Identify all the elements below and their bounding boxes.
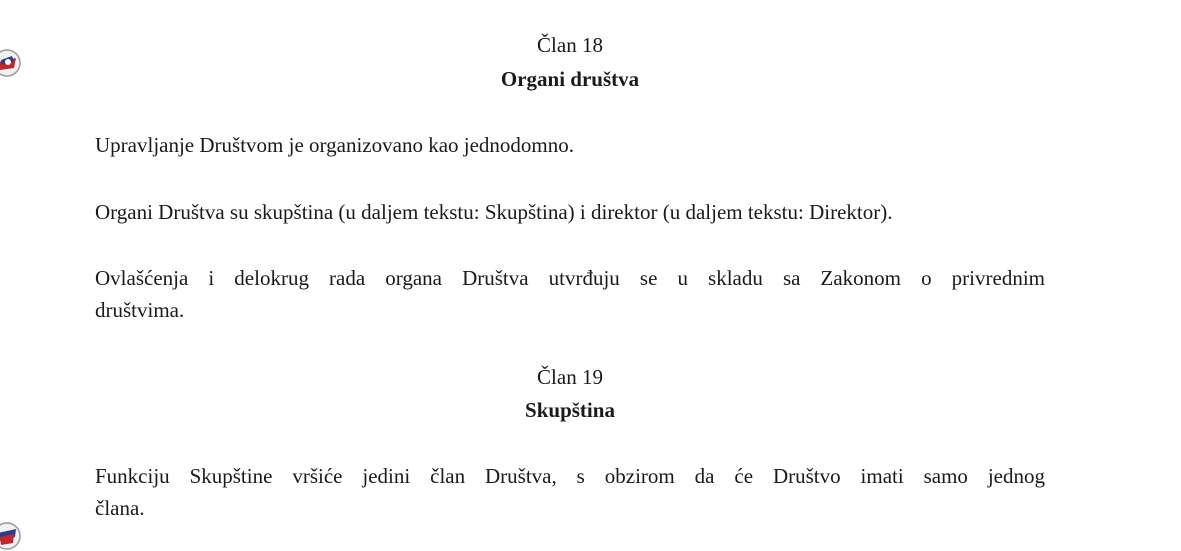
- article-19-paragraph-1-line-2: člana.: [95, 496, 145, 520]
- article-19-paragraph-1-line-1: Funkciju Skupštine vršiće jedini član Društva, s obzirom da će Društvo imati samo jednog: [95, 464, 1045, 488]
- article-18-number: Član 18: [537, 33, 603, 57]
- article-18-paragraph-3: [95, 262, 1045, 326]
- article-19-number: Član 19: [537, 365, 603, 389]
- article-18-paragraph-3-line-2: društvima.: [95, 298, 185, 322]
- article-18-title: Organi društva: [500, 67, 640, 91]
- article-18-paragraph-1: Upravljanje Društvom je organizovano kao jednodomno.: [95, 133, 575, 157]
- seal-logo-bottom: [0, 521, 22, 551]
- article-19-title: Skupština: [525, 398, 615, 422]
- article-18-paragraph-2: Organi Društva su skupština (u daljem tekstu: Skupština) i direktor (u daljem tekstu: Direktor).: [95, 200, 893, 224]
- article-18-paragraph-3-line-1: Ovlašćenja i delokrug rada organa Društva utvrđuju se u skladu sa Zakonom o privrednim: [95, 266, 1045, 290]
- article-19-paragraph-1: [95, 460, 1045, 524]
